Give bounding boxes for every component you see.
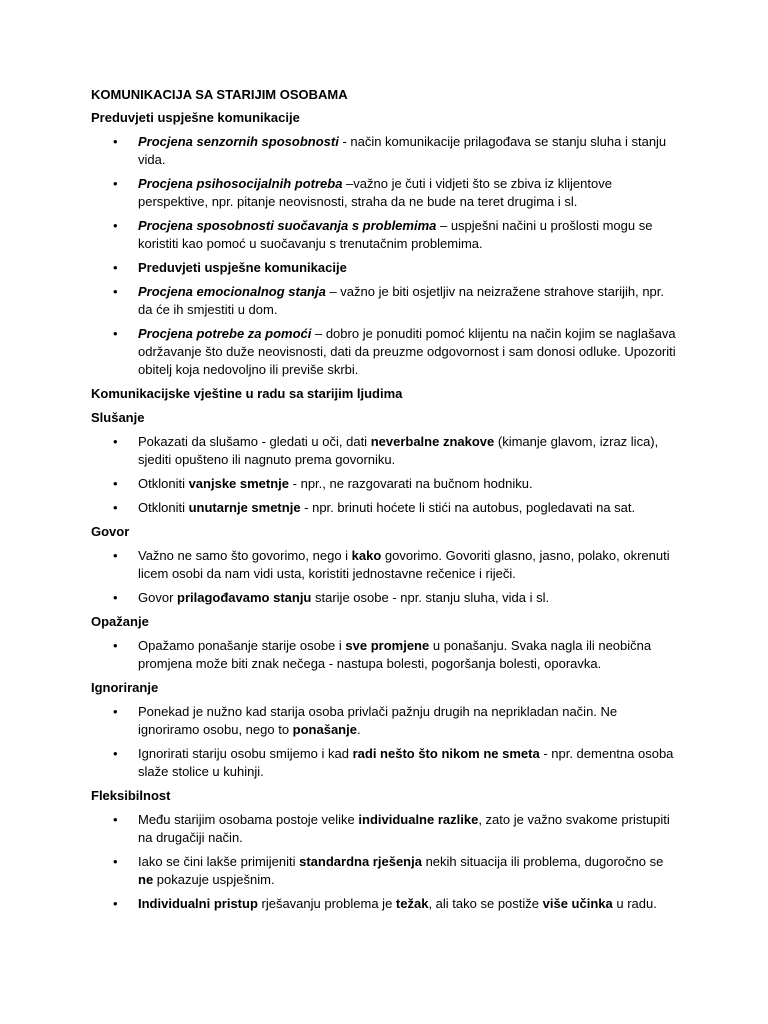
emphasis-text: sve promjene [345, 638, 430, 653]
emphasis-text: unutarnje smetnje [188, 500, 301, 515]
section-heading: Preduvjeti uspješne komunikacije [91, 110, 300, 125]
bullet-icon: • [113, 746, 118, 761]
bullet-list [91, 547, 681, 607]
bullet-list [91, 133, 681, 379]
section-heading: Opažanje [91, 614, 149, 629]
section-heading: Slušanje [91, 410, 145, 425]
bullet-icon: • [113, 260, 118, 275]
list-item: • Govor prilagođavamo stanju starije osobe - npr. stanju sluha, vida i sl. [113, 590, 550, 605]
bullet-icon: • [113, 812, 118, 827]
bullet-icon: • [113, 284, 118, 299]
bullet-icon: • [113, 176, 118, 191]
list-item: • Iako se čini lakše primijeniti standardna rješenja nekih situacija ili problema, dugoročno se ne pokazuje uspješnim. [113, 854, 664, 887]
emphasis-text: standardna rješenja [299, 854, 422, 869]
bullet-icon: • [113, 896, 118, 911]
bullet-icon: • [113, 218, 118, 233]
emphasis-text: Procjena senzornih sposobnosti [138, 134, 339, 149]
emphasis-text: više učinka [542, 896, 613, 911]
list-item: • Otkloniti unutarnje smetnje - npr. brinuti hoćete li stići na autobus, pogledavati na sat. [113, 500, 636, 515]
emphasis-text: kako [351, 548, 382, 563]
emphasis-text: prilagođavamo stanju [177, 590, 312, 605]
bullet-icon: • [113, 500, 118, 515]
emphasis-text: Procjena emocionalnog stanja [138, 284, 326, 299]
list-item: • Ignorirati stariju osobu smijemo i kad radi nešto što nikom ne smeta - npr. dementna osoba slaže stolice u kuhinji. [113, 746, 674, 779]
emphasis-text: Preduvjeti uspješne komunikacije [138, 260, 347, 275]
bullet-list [91, 703, 681, 781]
document-body [91, 109, 681, 913]
list-item: • Ponekad je nužno kad starija osoba privlači pažnju drugih na neprikladan način. Ne ignoriramo osobu, nego to ponašanje. [113, 704, 618, 737]
section-heading: Fleksibilnost [91, 788, 171, 803]
emphasis-text: težak [395, 896, 429, 911]
list-item: • Među starijim osobama postoje velike individualne razlike, zato je važno svakome pristupiti na drugačiji način. [113, 812, 670, 845]
emphasis-text: neverbalne znakove [370, 434, 495, 449]
list-item [91, 259, 681, 277]
bullet-icon: • [113, 326, 118, 341]
section-heading: Ignoriranje [91, 680, 159, 695]
emphasis-text: individualne razlike [358, 812, 479, 827]
bullet-icon: • [113, 434, 118, 449]
list-item: • Procjena psihosocijalnih potreba –važno je čuti i vidjeti što se zbiva iz klijentove perspektive, npr. pitanje neovisnosti, straha da ne bude na teret drugima i sl. [113, 176, 612, 209]
emphasis-text: ne [138, 872, 154, 887]
document-title: KOMUNIKACIJA SA STARIJIM OSOBAMA [91, 87, 348, 102]
bullet-icon: • [113, 854, 118, 869]
bullet-list [91, 637, 681, 673]
bullet-icon: • [113, 590, 118, 605]
bullet-icon: • [113, 476, 118, 491]
section-heading: Komunikacijske vještine u radu sa starijim ljudima [91, 386, 403, 401]
bullet-icon: • [113, 638, 118, 653]
emphasis-text: radi nešto što nikom ne smeta [352, 746, 540, 761]
emphasis-text: vanjske smetnje [188, 476, 290, 491]
bullet-list [91, 433, 681, 517]
emphasis-text: Procjena potrebe za pomoći [138, 326, 312, 341]
list-item: • Važno ne samo što govorimo, nego i kako govorimo. Govoriti glasno, jasno, polako, okrenuti licem osobi da nam vidi usta, koristiti jednostavne rečenice i riječi. [113, 548, 670, 581]
list-item: • Pokazati da slušamo - gledati u oči, dati neverbalne znakove (kimanje glavom, izraz lica), sjediti opušteno ili nagnuto prema govorniku. [113, 434, 659, 467]
emphasis-text: Procjena sposobnosti suočavanja s problemima [138, 218, 437, 233]
section-heading: Govor [91, 524, 130, 539]
emphasis-text: Procjena psihosocijalnih potreba [138, 176, 343, 191]
list-item: • Otkloniti vanjske smetnje - npr., ne razgovarati na bučnom hodniku. [113, 476, 533, 491]
list-item: • Procjena emocionalnog stanja – važno je biti osjetljiv na neizražene strahove starijih, npr. da će ih smjestiti u dom. [113, 284, 665, 317]
bullet-list [91, 811, 681, 913]
emphasis-text: Individualni pristup [138, 896, 258, 911]
list-item: • Opažamo ponašanje starije osobe i sve promjene u ponašanju. Svaka nagla ili neobična promjena može biti znak nečega - nastupa bolesti, pogoršanja bolesti, oporavka. [113, 638, 652, 671]
document-page [91, 86, 681, 919]
bullet-icon: • [113, 704, 118, 719]
list-item: • Individualni pristup rješavanju problema je težak, ali tako se postiže više učinka u radu. [113, 896, 657, 911]
list-item: • Procjena senzornih sposobnosti - način komunikacije prilagođava se stanju sluha i stanju vida. [113, 134, 667, 167]
list-item: • Procjena sposobnosti suočavanja s problemima – uspješni načini u prošlosti mogu se koristiti kao pomoć u suočavanju s trenutačnim problemima. [113, 218, 653, 251]
list-item: • Procjena potrebe za pomoći – dobro je ponuditi pomoć klijentu na način kojim se naglašava održavanje što duže neovisnosti, dati da preuzme odgovornost i sam donosi odluke. Upozoriti obitelj koja nedovoljno ili previše skrbi. [113, 326, 676, 377]
bullet-icon: • [113, 548, 118, 563]
bullet-icon: • [113, 134, 118, 149]
emphasis-text: ponašanje [292, 722, 357, 737]
